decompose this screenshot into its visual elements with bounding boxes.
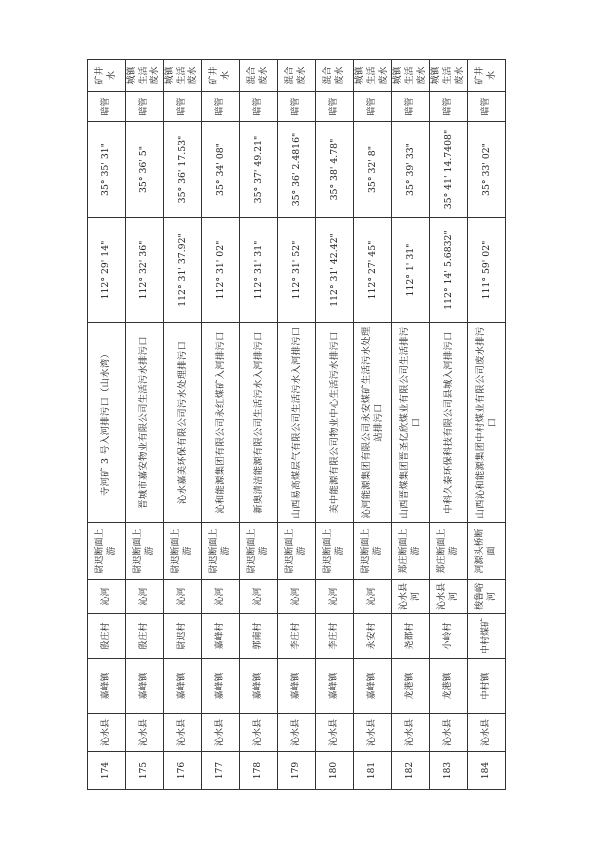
village-cell: 中村煤矿	[468, 614, 506, 659]
section-cell: 郑庄断面上游	[392, 523, 430, 580]
longitude-cell: 112° 1' 31"	[392, 218, 430, 323]
outlet-name-cell: 沁和能源集团有限公司永红煤矿入河排污口	[202, 323, 240, 523]
river-cell: 沁河	[240, 580, 278, 614]
outlet-type-cell: 城镇生活废水	[164, 60, 202, 92]
longitude-cell: 112° 31' 02"	[202, 218, 240, 323]
table-row	[240, 60, 278, 790]
row-number-cell: 181	[354, 752, 392, 790]
latitude-cell: 35° 38' 4.78"	[316, 122, 354, 218]
outlet-type-cell: 矿井水	[202, 60, 240, 92]
town-cell: 中村镇	[468, 659, 506, 714]
section-cell: 尉迟断面上游	[126, 523, 164, 580]
river-cell: 沁河	[88, 580, 126, 614]
latitude-cell: 35° 36' 5"	[126, 122, 164, 218]
town-cell: 龙港镇	[430, 659, 468, 714]
river-cell: 沁河	[126, 580, 164, 614]
table-row	[468, 60, 506, 790]
outlet-name-cell: 山西晋煤集团晋圣亿欣煤业有限公司生活排污口	[392, 323, 430, 523]
discharge-method-cell: 暗管	[354, 92, 392, 122]
town-cell: 嘉峰镇	[240, 659, 278, 714]
town-cell: 嘉峰镇	[354, 659, 392, 714]
section-cell: 尉迟断面上游	[278, 523, 316, 580]
town-cell: 嘉峰镇	[164, 659, 202, 714]
outlet-type-cell: 混合废水	[240, 60, 278, 92]
latitude-cell: 35° 37' 49.21"	[240, 122, 278, 218]
river-cell: 沁水县河	[392, 580, 430, 614]
longitude-cell: 112° 29' 14"	[88, 218, 126, 323]
discharge-method-cell: 暗管	[468, 92, 506, 122]
river-cell: 沁河	[316, 580, 354, 614]
village-cell: 李庄村	[278, 614, 316, 659]
town-cell: 嘉峰镇	[126, 659, 164, 714]
longitude-cell: 112° 31' 37.92"	[164, 218, 202, 323]
row-number-cell: 182	[392, 752, 430, 790]
town-cell: 龙港镇	[392, 659, 430, 714]
row-number-cell: 179	[278, 752, 316, 790]
discharge-method-cell: 暗管	[430, 92, 468, 122]
row-number-cell: 177	[202, 752, 240, 790]
village-cell: 嘉峰村	[202, 614, 240, 659]
county-cell: 沁水县	[88, 714, 126, 752]
outlet-name-cell: 寺河矿 3 号入河排污口（山水湾）	[88, 323, 126, 523]
longitude-cell: 111° 59' 02"	[468, 218, 506, 323]
discharge-method-cell: 暗管	[316, 92, 354, 122]
outlet-name-cell: 晋城市嘉安物业有限公司生活污水排污口	[126, 323, 164, 523]
latitude-cell: 35° 41' 14.7408"	[430, 122, 468, 218]
town-cell: 嘉峰镇	[88, 659, 126, 714]
row-number-cell: 175	[126, 752, 164, 790]
county-cell: 沁水县	[202, 714, 240, 752]
outlet-type-cell: 城镇生活废水	[354, 60, 392, 92]
outlet-type-cell: 混合废水	[316, 60, 354, 92]
longitude-cell: 112° 32' 36"	[126, 218, 164, 323]
outlet-name-cell: 沁河能源集团有限公司永安煤矿生活污水处理站排污口	[354, 323, 392, 523]
outlet-name-cell: 山西易高煤层气有限公司生活污水入河排污口	[278, 323, 316, 523]
row-number-cell: 180	[316, 752, 354, 790]
table-row	[202, 60, 240, 790]
section-cell: 尉迟断面上游	[202, 523, 240, 580]
section-cell: 尉迟断面上游	[240, 523, 278, 580]
outlet-name-cell: 沁水嘉美环保有限公司污水处理排污口	[164, 323, 202, 523]
discharge-method-cell: 暗管	[278, 92, 316, 122]
river-cell: 沁水县河	[430, 580, 468, 614]
table-row	[430, 60, 468, 790]
latitude-cell: 35° 33' 02"	[468, 122, 506, 218]
village-cell: 郭南村	[240, 614, 278, 659]
village-cell: 永安村	[354, 614, 392, 659]
village-cell: 殷庄村	[88, 614, 126, 659]
outlet-type-cell: 城镇生活废水	[430, 60, 468, 92]
section-cell: 郑庄断面上游	[430, 523, 468, 580]
table-row	[316, 60, 354, 790]
village-cell: 殷庄村	[126, 614, 164, 659]
section-cell: 河源头桥断面	[468, 523, 506, 580]
county-cell: 沁水县	[354, 714, 392, 752]
table-row	[88, 60, 126, 790]
section-cell: 尉迟断面上游	[164, 523, 202, 580]
village-cell: 李庄村	[316, 614, 354, 659]
longitude-cell: 112° 27' 45"	[354, 218, 392, 323]
river-cell: 梭鲁峪河	[468, 580, 506, 614]
section-cell: 尉迟断面上游	[354, 523, 392, 580]
longitude-cell: 112° 14' 5.6832"	[430, 218, 468, 323]
row-number-cell: 184	[468, 752, 506, 790]
county-cell: 沁水县	[430, 714, 468, 752]
outlet-type-cell: 矿井水	[468, 60, 506, 92]
village-cell: 小岭村	[430, 614, 468, 659]
outlet-name-cell: 中科久泰环保科技有限公司县城入河排污口	[430, 323, 468, 523]
table-row	[164, 60, 202, 790]
county-cell: 沁水县	[316, 714, 354, 752]
page-table-area	[86, 59, 498, 791]
river-cell: 沁河	[278, 580, 316, 614]
section-cell: 尉迟断面上游	[316, 523, 354, 580]
discharge-method-cell: 暗管	[126, 92, 164, 122]
latitude-cell: 35° 35' 31"	[88, 122, 126, 218]
discharge-method-cell: 暗管	[164, 92, 202, 122]
discharge-method-cell: 暗管	[240, 92, 278, 122]
outlet-name-cell: 山西沁和能源集团中村煤业有限公司废水排污口	[468, 323, 506, 523]
outlet-type-cell: 城镇生活废水	[126, 60, 164, 92]
county-cell: 沁水县	[164, 714, 202, 752]
outlet-type-cell: 城镇生活废水	[392, 60, 430, 92]
row-number-cell: 174	[88, 752, 126, 790]
longitude-cell: 112° 31' 52"	[278, 218, 316, 323]
table-row	[126, 60, 164, 790]
outlet-type-cell: 混合废水	[278, 60, 316, 92]
latitude-cell: 35° 36' 2.4816"	[278, 122, 316, 218]
rotated-table-container	[87, 60, 498, 790]
county-cell: 沁水县	[126, 714, 164, 752]
discharge-method-cell: 暗管	[88, 92, 126, 122]
county-cell: 沁水县	[240, 714, 278, 752]
county-cell: 沁水县	[278, 714, 316, 752]
discharge-outlet-table	[87, 59, 506, 790]
row-number-cell: 178	[240, 752, 278, 790]
longitude-cell: 112° 31' 42.42"	[316, 218, 354, 323]
town-cell: 嘉峰镇	[278, 659, 316, 714]
discharge-method-cell: 暗管	[202, 92, 240, 122]
town-cell: 嘉峰镇	[316, 659, 354, 714]
table-row	[278, 60, 316, 790]
river-cell: 沁河	[354, 580, 392, 614]
outlet-name-cell: 美中能源有限公司物业中心生活污水排污口	[316, 323, 354, 523]
latitude-cell: 35° 34' 08"	[202, 122, 240, 218]
table-row	[392, 60, 430, 790]
village-cell: 尉迟村	[164, 614, 202, 659]
latitude-cell: 35° 32' 8"	[354, 122, 392, 218]
river-cell: 沁河	[202, 580, 240, 614]
town-cell: 嘉峰镇	[202, 659, 240, 714]
county-cell: 沁水县	[392, 714, 430, 752]
table-row	[354, 60, 392, 790]
river-cell: 沁河	[164, 580, 202, 614]
longitude-cell: 112° 31' 31"	[240, 218, 278, 323]
discharge-method-cell: 暗管	[392, 92, 430, 122]
latitude-cell: 35° 36' 17.53"	[164, 122, 202, 218]
village-cell: 尧都村	[392, 614, 430, 659]
outlet-name-cell: 新奥清洁能源有限公司生活污水入河排污口	[240, 323, 278, 523]
county-cell: 沁水县	[468, 714, 506, 752]
row-number-cell: 183	[430, 752, 468, 790]
section-cell: 尉迟断面上游	[88, 523, 126, 580]
row-number-cell: 176	[164, 752, 202, 790]
latitude-cell: 35° 39' 33"	[392, 122, 430, 218]
outlet-type-cell: 矿井水	[88, 60, 126, 92]
